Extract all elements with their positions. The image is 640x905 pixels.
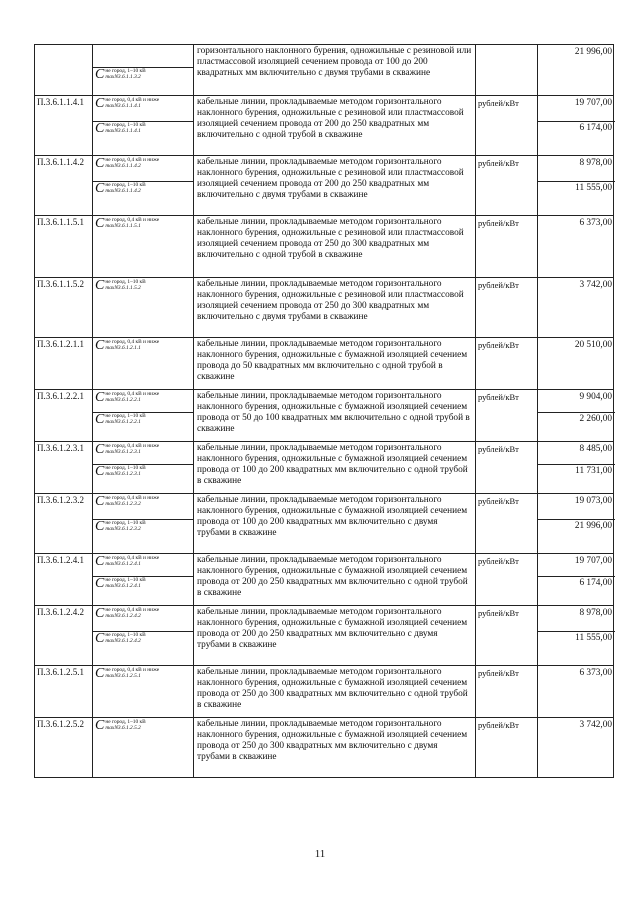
- table-row: [34, 216, 614, 278]
- c-symbol: C: [95, 494, 105, 509]
- row-description: кабельные линии, прокладываемые методом горизонтального наклонного бурения, одножильные с бумажной изоляцией сечением провода от 200 до 250 квадратных мм включительно с двумя трубами в скважине: [194, 606, 476, 665]
- row-value: 21 996,00: [574, 47, 612, 57]
- c-symbol: C: [95, 121, 105, 136]
- row-description: кабельные линии, прокладываемые методом горизонтального наклонного бурения, одножильные с бумажной изоляцией сечением провода от 50 до 100 квадратных мм включительно с одной трубой в скважине: [194, 390, 476, 441]
- symbol-superscript: не город, 0,4 кВ и ниже: [105, 555, 160, 561]
- c-symbol: C: [95, 338, 105, 353]
- tariff-symbol: [93, 631, 194, 666]
- symbol-subscript: maxN3.6.1.2.2.1: [105, 419, 141, 425]
- symbol-superscript: не город, 1–10 кВ: [105, 577, 146, 583]
- symbol-subscript: maxN3.6.1.1.4.1: [105, 103, 141, 109]
- row-unit: рублей/кВт: [476, 606, 538, 665]
- symbol-subscript: maxN3.6.1.2.5.2: [105, 725, 141, 731]
- divider: [538, 412, 615, 413]
- row-description: кабельные линии, прокладываемые методом горизонтального наклонного бурения, одножильные с бумажной изоляцией сечением провода от 200 до 250 квадратных мм включительно с одной трубой в скважине: [194, 554, 476, 605]
- table-row: [34, 606, 614, 666]
- symbol-subscript: maxN3.6.1.1.5.2: [105, 285, 141, 291]
- tariff-symbol: [93, 666, 194, 718]
- row-value: 11 731,00: [575, 466, 612, 476]
- symbol-subscript: maxN3.6.1.2.3.2: [105, 501, 141, 507]
- row-code: П.3.6.1.1.5.2: [35, 278, 93, 337]
- symbol-superscript: не город, 1–10 кВ: [105, 719, 146, 725]
- symbol-subscript: maxN3.6.1.2.4.2: [105, 638, 141, 644]
- row-value: 11 555,00: [575, 633, 612, 643]
- row-unit: [476, 45, 538, 95]
- symbol-superscript: не город, 1–10 кВ: [105, 465, 146, 471]
- row-value: 6 373,00: [579, 668, 612, 678]
- row-description: кабельные линии, прокладываемые методом горизонтального наклонного бурения, одножильные с резиновой или пластмассовой изоляцией сечением провода от 250 до 300 квадратных мм включительно с двумя трубами в скважине: [194, 278, 476, 337]
- symbol-subscript: maxN3.6.1.2.4.2: [105, 613, 141, 619]
- symbol-subscript: maxN3.6.1.2.1.1: [105, 345, 141, 351]
- row-value: 8 978,00: [579, 158, 612, 168]
- row-value: 3 742,00: [579, 720, 612, 730]
- symbol-superscript: не город, 0,4 кВ и ниже: [105, 217, 160, 223]
- c-symbol: C: [95, 606, 105, 621]
- c-symbol: C: [95, 216, 105, 231]
- symbol-subscript: maxN3.6.1.2.5.1: [105, 673, 141, 679]
- tariff-symbol: [93, 96, 194, 121]
- row-code: П.3.6.1.2.4.1: [35, 554, 93, 605]
- divider: [93, 576, 194, 577]
- tariff-symbol: [93, 156, 194, 181]
- c-symbol: C: [95, 666, 105, 681]
- row-value: 6 373,00: [579, 218, 612, 228]
- row-code: П.3.6.1.2.4.2: [35, 606, 93, 665]
- divider: [538, 576, 615, 577]
- table-row: [34, 666, 614, 718]
- table-row: [34, 96, 614, 156]
- tariff-symbol: [93, 390, 194, 412]
- table-row: [34, 554, 614, 606]
- c-symbol: C: [95, 181, 105, 196]
- tariff-symbol: [93, 442, 194, 464]
- c-symbol: C: [95, 718, 105, 733]
- tariff-symbol: [93, 576, 194, 606]
- divider: [93, 631, 194, 632]
- c-symbol: C: [95, 67, 105, 82]
- divider: [538, 631, 615, 632]
- row-description: кабельные линии, прокладываемые методом горизонтального наклонного бурения, одножильные с бумажной изоляцией сечением провода от 100 до 200 квадратных мм включительно с одной трубой в скважине: [194, 442, 476, 493]
- row-code: П.3.6.1.1.4.2: [35, 156, 93, 215]
- row-unit: рублей/кВт: [476, 278, 538, 337]
- table-row: [34, 442, 614, 494]
- row-code: П.3.6.1.2.5.2: [35, 718, 93, 777]
- tariff-symbol: [93, 494, 194, 519]
- symbol-subscript: maxN3.6.1.2.3.1: [105, 471, 141, 477]
- tariff-symbol: [93, 412, 194, 442]
- row-description: кабельные линии, прокладываемые методом горизонтального наклонного бурения, одножильные с бумажной изоляцией сечением провода от 100 до 200 квадратных мм включительно с двумя трубами в скважине: [194, 494, 476, 553]
- row-code: П.3.6.1.1.4.1: [35, 96, 93, 155]
- symbol-subscript: maxN3.6.1.2.3.1: [105, 449, 141, 455]
- row-description: кабельные линии, прокладываемые методом горизонтального наклонного бурения, одножильные с резиновой или пластмассовой изоляцией сечением провода от 250 до 300 квадратных мм включительно с одной трубой в скважине: [194, 216, 476, 277]
- divider: [93, 412, 194, 413]
- symbol-superscript: не город, 0,4 кВ и ниже: [105, 667, 160, 673]
- symbol-superscript: не город, 1–10 кВ: [105, 632, 146, 638]
- tariff-symbol: [93, 554, 194, 576]
- c-symbol: C: [95, 412, 105, 427]
- row-value: 11 555,00: [575, 183, 612, 193]
- symbol-superscript: не город, 0,4 кВ и ниже: [105, 391, 160, 397]
- row-code: П.3.6.1.2.2.1: [35, 390, 93, 441]
- row-description: кабельные линии, прокладываемые методом горизонтального наклонного бурения, одножильные с резиновой или пластмассовой изоляцией сечением провода от 200 до 250 квадратных мм включительно с одной трубой в скважине: [194, 96, 476, 155]
- symbol-superscript: не город, 1–10 кВ: [105, 520, 146, 526]
- row-value: 8 978,00: [579, 608, 612, 618]
- row-unit: рублей/кВт: [476, 390, 538, 441]
- tariff-symbol: [93, 718, 194, 778]
- divider: [93, 519, 194, 520]
- row-value: 21 996,00: [574, 521, 612, 531]
- row-value: 2 260,00: [579, 414, 612, 424]
- divider: [538, 121, 615, 122]
- tariff-symbol: [93, 278, 194, 338]
- symbol-superscript: не город, 0,4 кВ и ниже: [105, 157, 160, 163]
- row-value: 6 174,00: [579, 578, 612, 588]
- row-value: 19 707,00: [574, 98, 612, 108]
- row-description: кабельные линии, прокладываемые методом горизонтального наклонного бурения, одножильные с бумажной изоляцией сечением провода от 250 до 300 квадратных мм включительно с двумя трубами в скважине: [194, 718, 476, 777]
- row-unit: рублей/кВт: [476, 156, 538, 215]
- table-row: [34, 44, 614, 96]
- row-description: кабельные линии, прокладываемые методом горизонтального наклонного бурения, одножильные с бумажной изоляцией сечением провода до 50 квадратных мм включительно с одной трубой в скважине: [194, 338, 476, 389]
- tariff-symbol: [93, 519, 194, 554]
- c-symbol: C: [95, 96, 105, 111]
- table-row: [34, 494, 614, 554]
- row-value: 3 742,00: [579, 280, 612, 290]
- c-symbol: C: [95, 631, 105, 646]
- symbol-superscript: не город, 1–10 кВ: [105, 182, 146, 188]
- divider: [538, 464, 615, 465]
- symbol-subscript: maxN3.6.1.2.4.1: [105, 561, 141, 567]
- symbol-superscript: не город, 0,4 кВ и ниже: [105, 97, 160, 103]
- page-number: 11: [314, 848, 326, 860]
- tariff-symbol: [93, 338, 194, 390]
- c-symbol: C: [95, 156, 105, 171]
- row-value: 9 904,00: [579, 392, 612, 402]
- symbol-superscript: не город, 1–10 кВ: [105, 413, 146, 419]
- divider: [538, 519, 615, 520]
- row-unit: рублей/кВт: [476, 442, 538, 493]
- row-unit: рублей/кВт: [476, 494, 538, 553]
- divider: [93, 67, 194, 68]
- c-symbol: C: [95, 519, 105, 534]
- tariff-symbol: [93, 121, 194, 156]
- symbol-subscript: maxN3.6.1.1.4.2: [105, 188, 141, 194]
- row-code: П.3.6.1.2.3.2: [35, 494, 93, 553]
- symbol-subscript: maxN3.6.1.1.4.1: [105, 128, 141, 134]
- row-unit: рублей/кВт: [476, 718, 538, 777]
- table-row: [34, 390, 614, 442]
- symbol-superscript: не город, 1–10 кВ: [105, 279, 146, 285]
- row-code: [35, 45, 93, 95]
- row-unit: рублей/кВт: [476, 666, 538, 717]
- row-unit: рублей/кВт: [476, 338, 538, 389]
- tariff-symbol: [93, 216, 194, 278]
- divider: [93, 464, 194, 465]
- row-code: П.3.6.1.1.5.1: [35, 216, 93, 277]
- row-code: П.3.6.1.2.5.1: [35, 666, 93, 717]
- symbol-superscript: не город, 0,4 кВ и ниже: [105, 339, 160, 345]
- symbol-subscript: maxN3.6.1.1.5.1: [105, 223, 141, 229]
- row-code: П.3.6.1.2.1.1: [35, 338, 93, 389]
- tariff-table: [34, 44, 614, 778]
- symbol-subscript: maxN3.6.1.2.3.2: [105, 526, 141, 532]
- row-value: 8 485,00: [579, 444, 612, 454]
- row-description: кабельные линии, прокладываемые методом горизонтального наклонного бурения, одножильные с резиновой или пластмассовой изоляцией сечением провода от 200 до 250 квадратных мм включительно с двумя трубами в скважине: [194, 156, 476, 215]
- c-symbol: C: [95, 576, 105, 591]
- row-value: 19 707,00: [574, 556, 612, 566]
- row-description: кабельные линии, прокладываемые методом горизонтального наклонного бурения, одножильные с бумажной изоляцией сечением провода от 250 до 300 квадратных мм включительно с одной трубой в скважине: [194, 666, 476, 717]
- symbol-superscript: не город, 1–10 кВ: [105, 68, 146, 74]
- row-code: П.3.6.1.2.3.1: [35, 442, 93, 493]
- symbol-superscript: не город, 1–10 кВ: [105, 122, 146, 128]
- table-row: [34, 156, 614, 216]
- symbol-subscript: maxN3.6.1.2.4.1: [105, 583, 141, 589]
- row-unit: рублей/кВт: [476, 96, 538, 155]
- tariff-symbol: [93, 181, 194, 216]
- c-symbol: C: [95, 464, 105, 479]
- row-unit: рублей/кВт: [476, 554, 538, 605]
- table-row: [34, 718, 614, 778]
- tariff-symbol: [93, 45, 194, 67]
- row-value: 20 510,00: [574, 340, 612, 350]
- c-symbol: C: [95, 278, 105, 293]
- divider: [538, 181, 615, 182]
- symbol-superscript: не город, 0,4 кВ и ниже: [105, 443, 160, 449]
- divider: [93, 181, 194, 182]
- table-row: [34, 338, 614, 390]
- c-symbol: C: [95, 442, 105, 457]
- row-value: 6 174,00: [579, 123, 612, 133]
- tariff-symbol: [93, 67, 194, 97]
- tariff-symbol: [93, 606, 194, 631]
- table-row: [34, 278, 614, 338]
- symbol-subscript: maxN3.6.1.1.4.2: [105, 163, 141, 169]
- row-value: 19 073,00: [574, 496, 612, 506]
- divider: [93, 121, 194, 122]
- symbol-superscript: не город, 0,4 кВ и ниже: [105, 607, 160, 613]
- row-unit: рублей/кВт: [476, 216, 538, 277]
- symbol-superscript: не город, 0,4 кВ и ниже: [105, 495, 160, 501]
- symbol-subscript: maxN3.6.1.2.2.1: [105, 397, 141, 403]
- c-symbol: C: [95, 390, 105, 405]
- row-description: горизонтального наклонного бурения, одножильные с резиновой или пластмассовой изоляцией сечением провода от 100 до 200 квадратных мм включительно с двумя трубами в скважине: [194, 45, 476, 95]
- c-symbol: C: [95, 554, 105, 569]
- tariff-symbol: [93, 464, 194, 494]
- symbol-subscript: maxN3.6.1.1.3.2: [105, 74, 141, 80]
